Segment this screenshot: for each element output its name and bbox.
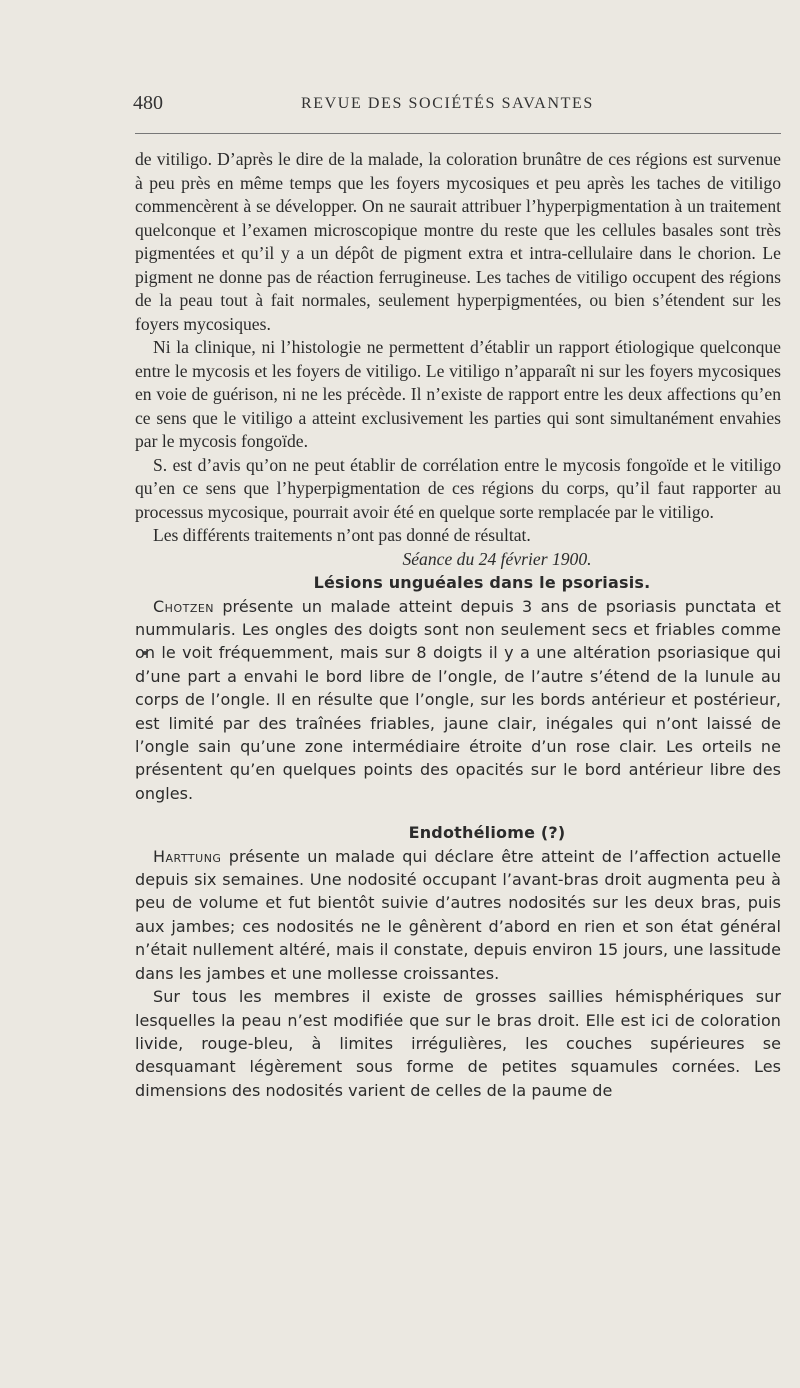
section-title-endotheliome: Endothéliome (?) xyxy=(408,823,566,843)
paragraph-endotheliome-text: présente un malade qui déclare être atteint de l’affection actuelle depuis six semaines. Une nodosité occupant l’avant-bras droit augmenta peu à peu de volume et fut bientôt suivie d’autres nodosités sur les deux bras, puis aux jambes; ces nodosités ne le gênèrent d’abord en rien et son état général n’était nullement altéré, mais il constate, depuis environ 15 jours, une lassitude dans les jambes et une mollesse croissantes. xyxy=(135,846,781,983)
article-body xyxy=(135,148,781,1102)
paragraph-traitements: Les différents traitements n’ont pas donné de résultat. xyxy=(153,525,531,545)
paragraph-membres: Sur tous les membres il existe de grosses saillies hémisphériques sur lesquelles la peau n’est modifiée que sur le bras droit. Elle est ici de coloration livide, rouge-bleu, à limites irrégulières, les couches supérieures se desquamant légèrement sous forme de petites squamules cornées. Les dimensions des nodosités varient de celles de la paume de xyxy=(135,987,781,1100)
running-head xyxy=(133,92,781,116)
session-date: Séance du 24 février 1900. xyxy=(402,548,592,569)
author-name: Harttung xyxy=(153,846,222,866)
paragraph-clinique: Ni la clinique, ni l’histologie ne permettent d’établir un rapport étiologique quelconque entre le mycosis et les foyers de vitiligo. Le vitiligo n’apparaît ni sur les foyers mycosiques en voie de guérison, ni ne les précède. Il n’existe de rapport entre les deux affections qu’en ce sens que le vitiligo a atteint exclusivement les parties qui sont simultanément envahies par le mycosis fongoïde. xyxy=(135,337,781,451)
paragraph-psoriasis xyxy=(135,595,781,806)
paragraph-endotheliome xyxy=(135,845,781,985)
paragraph-avis: S. est d’avis qu’on ne peut établir de corrélation entre le mycosis fongoïde et le vitiligo qu’en ce sens que l’hyperpigmentation de ces régions du corps, qu’il faut rapporter au processus mycosique, pourrait avoir été en quelque sorte remplacée par le vitiligo. xyxy=(135,454,781,522)
section-title-psoriasis: Lésions unguéales dans le psoriasis. xyxy=(313,573,651,592)
header-rule xyxy=(135,133,781,134)
author-name: Chotzen xyxy=(153,596,215,616)
page-number: 480 xyxy=(133,92,163,114)
journal-title: REVUE DES SOCIÉTÉS SAVANTES xyxy=(301,95,594,112)
paragraph-psoriasis-text: présente un malade atteint depuis 3 ans de psoriasis punctata et nummularis. Les ongles des doigts sont non seulement secs et friables comme on le voit fréquemment, mais sur 8 doigts il y a une altération psoriasique qui d’une part a envahi le bord libre de l’ongle, de l’autre s’étend de la lunule au corps de l’ongle. Il en résulte que l’ongle, sur les bords antérieur et postérieur, est limité par des traînées friables, jaune clair, inégales qui n’ont laissé de l’ongle sain qu’une zone intermédiaire étroite d’un rose clair. Les orteils ne présentent qu’en quelques points des opacités sur le bord antérieur libre des ongles. xyxy=(135,596,781,803)
paragraph-vitiligo-continued: de vitiligo. D’après le dire de la malade, la coloration brunâtre de ces régions est survenue à peu près en même temps que les foyers mycosiques et peu après les taches de vitiligo commencèrent à se développer. On ne saurait attribuer l’hyperpigmentation à un traitement quelconque et l’examen microscopique montre du reste que les cellules basales sont très pigmentées et qu’il y a un dépôt de pigment extra et intra-cellulaire dans le chorion. Le pigment ne donne pas de réaction ferrugineuse. Les taches de vitiligo occupent des régions de la peau tout à fait normales, seulement hyperpigmentées, ou bien s’étendent sur les foyers mycosiques. xyxy=(135,149,781,334)
